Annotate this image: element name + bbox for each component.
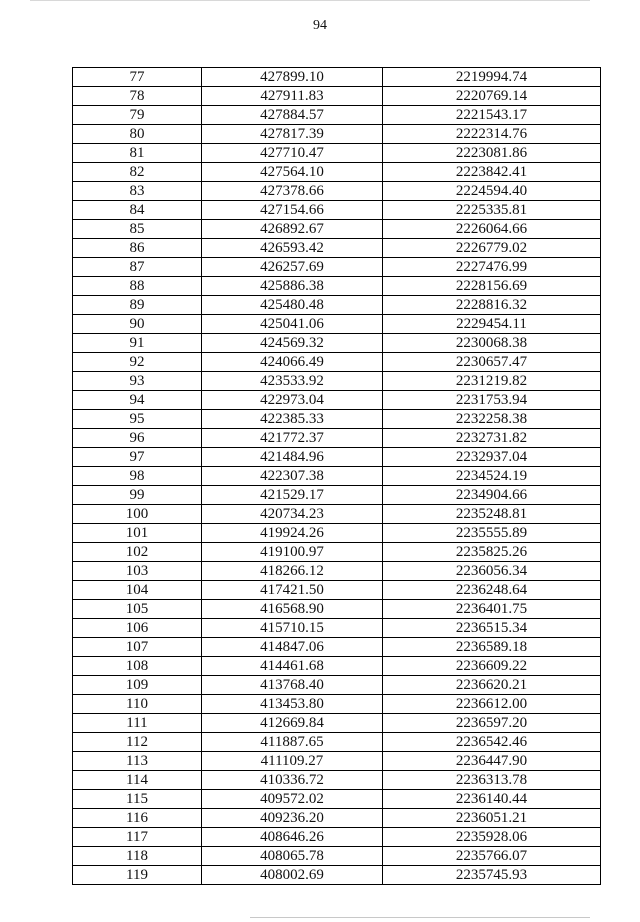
y-coordinate-cell: 2236612.00 xyxy=(383,695,601,714)
x-coordinate-cell: 425041.06 xyxy=(202,315,383,334)
point-number-cell: 82 xyxy=(73,163,202,182)
y-coordinate-cell: 2235555.89 xyxy=(383,524,601,543)
table-row xyxy=(73,505,601,524)
x-coordinate-cell: 419924.26 xyxy=(202,524,383,543)
point-number-cell: 99 xyxy=(73,486,202,505)
x-coordinate-cell: 426892.67 xyxy=(202,220,383,239)
table-row xyxy=(73,201,601,220)
table-row xyxy=(73,334,601,353)
x-coordinate-cell: 408646.26 xyxy=(202,828,383,847)
y-coordinate-cell: 2236056.34 xyxy=(383,562,601,581)
x-coordinate-cell: 427710.47 xyxy=(202,144,383,163)
x-coordinate-cell: 409236.20 xyxy=(202,809,383,828)
table-row xyxy=(73,296,601,315)
y-coordinate-cell: 2236051.21 xyxy=(383,809,601,828)
point-number-cell: 96 xyxy=(73,429,202,448)
table-row xyxy=(73,467,601,486)
point-number-cell: 88 xyxy=(73,277,202,296)
table-row xyxy=(73,315,601,334)
table-row xyxy=(73,87,601,106)
point-number-cell: 106 xyxy=(73,619,202,638)
x-coordinate-cell: 427378.66 xyxy=(202,182,383,201)
point-number-cell: 92 xyxy=(73,353,202,372)
point-number-cell: 90 xyxy=(73,315,202,334)
table-row xyxy=(73,543,601,562)
y-coordinate-cell: 2235745.93 xyxy=(383,866,601,885)
y-coordinate-cell: 2228156.69 xyxy=(383,277,601,296)
table-row xyxy=(73,448,601,467)
table-row xyxy=(73,125,601,144)
point-number-cell: 118 xyxy=(73,847,202,866)
x-coordinate-cell: 412669.84 xyxy=(202,714,383,733)
table-row xyxy=(73,163,601,182)
table-row xyxy=(73,353,601,372)
table-row xyxy=(73,600,601,619)
table-row xyxy=(73,581,601,600)
x-coordinate-cell: 414461.68 xyxy=(202,657,383,676)
point-number-cell: 86 xyxy=(73,239,202,258)
point-number-cell: 116 xyxy=(73,809,202,828)
y-coordinate-cell: 2235928.06 xyxy=(383,828,601,847)
table-row xyxy=(73,144,601,163)
table-row xyxy=(73,106,601,125)
table-row xyxy=(73,866,601,885)
point-number-cell: 101 xyxy=(73,524,202,543)
table-row xyxy=(73,562,601,581)
point-number-cell: 102 xyxy=(73,543,202,562)
point-number-cell: 95 xyxy=(73,410,202,429)
x-coordinate-cell: 419100.97 xyxy=(202,543,383,562)
y-coordinate-cell: 2219994.74 xyxy=(383,68,601,87)
point-number-cell: 111 xyxy=(73,714,202,733)
y-coordinate-cell: 2231219.82 xyxy=(383,372,601,391)
x-coordinate-cell: 409572.02 xyxy=(202,790,383,809)
y-coordinate-cell: 2224594.40 xyxy=(383,182,601,201)
y-coordinate-cell: 2226779.02 xyxy=(383,239,601,258)
y-coordinate-cell: 2234524.19 xyxy=(383,467,601,486)
scan-edge-bottom xyxy=(250,917,590,918)
point-number-cell: 81 xyxy=(73,144,202,163)
x-coordinate-cell: 415710.15 xyxy=(202,619,383,638)
y-coordinate-cell: 2231753.94 xyxy=(383,391,601,410)
y-coordinate-cell: 2232258.38 xyxy=(383,410,601,429)
point-number-cell: 110 xyxy=(73,695,202,714)
table-row xyxy=(73,752,601,771)
y-coordinate-cell: 2227476.99 xyxy=(383,258,601,277)
point-number-cell: 98 xyxy=(73,467,202,486)
y-coordinate-cell: 2220769.14 xyxy=(383,87,601,106)
table-row xyxy=(73,410,601,429)
x-coordinate-cell: 426257.69 xyxy=(202,258,383,277)
y-coordinate-cell: 2236542.46 xyxy=(383,733,601,752)
point-number-cell: 117 xyxy=(73,828,202,847)
y-coordinate-cell: 2222314.76 xyxy=(383,125,601,144)
x-coordinate-cell: 426593.42 xyxy=(202,239,383,258)
table-row xyxy=(73,714,601,733)
y-coordinate-cell: 2223842.41 xyxy=(383,163,601,182)
y-coordinate-cell: 2234904.66 xyxy=(383,486,601,505)
table-row xyxy=(73,220,601,239)
point-number-cell: 83 xyxy=(73,182,202,201)
y-coordinate-cell: 2232731.82 xyxy=(383,429,601,448)
point-number-cell: 113 xyxy=(73,752,202,771)
x-coordinate-cell: 421772.37 xyxy=(202,429,383,448)
point-number-cell: 94 xyxy=(73,391,202,410)
point-number-cell: 114 xyxy=(73,771,202,790)
x-coordinate-cell: 427899.10 xyxy=(202,68,383,87)
point-number-cell: 109 xyxy=(73,676,202,695)
point-number-cell: 108 xyxy=(73,657,202,676)
x-coordinate-cell: 422385.33 xyxy=(202,410,383,429)
point-number-cell: 91 xyxy=(73,334,202,353)
table-row xyxy=(73,733,601,752)
y-coordinate-cell: 2236401.75 xyxy=(383,600,601,619)
y-coordinate-cell: 2229454.11 xyxy=(383,315,601,334)
point-number-cell: 107 xyxy=(73,638,202,657)
x-coordinate-cell: 424569.32 xyxy=(202,334,383,353)
table-row xyxy=(73,429,601,448)
x-coordinate-cell: 421529.17 xyxy=(202,486,383,505)
x-coordinate-cell: 413768.40 xyxy=(202,676,383,695)
x-coordinate-cell: 411887.65 xyxy=(202,733,383,752)
x-coordinate-cell: 423533.92 xyxy=(202,372,383,391)
x-coordinate-cell: 421484.96 xyxy=(202,448,383,467)
x-coordinate-cell: 425480.48 xyxy=(202,296,383,315)
scan-edge-top xyxy=(30,0,590,1)
y-coordinate-cell: 2235248.81 xyxy=(383,505,601,524)
y-coordinate-cell: 2230657.47 xyxy=(383,353,601,372)
y-coordinate-cell: 2226064.66 xyxy=(383,220,601,239)
table-row xyxy=(73,277,601,296)
point-number-cell: 100 xyxy=(73,505,202,524)
point-number-cell: 93 xyxy=(73,372,202,391)
x-coordinate-cell: 422307.38 xyxy=(202,467,383,486)
y-coordinate-cell: 2236597.20 xyxy=(383,714,601,733)
point-number-cell: 84 xyxy=(73,201,202,220)
table-row xyxy=(73,828,601,847)
x-coordinate-cell: 408002.69 xyxy=(202,866,383,885)
table-row xyxy=(73,676,601,695)
table-row xyxy=(73,182,601,201)
point-number-cell: 79 xyxy=(73,106,202,125)
y-coordinate-cell: 2225335.81 xyxy=(383,201,601,220)
y-coordinate-cell: 2236515.34 xyxy=(383,619,601,638)
table-row xyxy=(73,524,601,543)
y-coordinate-cell: 2236447.90 xyxy=(383,752,601,771)
x-coordinate-cell: 420734.23 xyxy=(202,505,383,524)
x-coordinate-cell: 425886.38 xyxy=(202,277,383,296)
y-coordinate-cell: 2236140.44 xyxy=(383,790,601,809)
coordinates-table-body xyxy=(73,68,601,885)
point-number-cell: 115 xyxy=(73,790,202,809)
y-coordinate-cell: 2230068.38 xyxy=(383,334,601,353)
table-row xyxy=(73,695,601,714)
x-coordinate-cell: 410336.72 xyxy=(202,771,383,790)
table-row xyxy=(73,372,601,391)
x-coordinate-cell: 427884.57 xyxy=(202,106,383,125)
y-coordinate-cell: 2236609.22 xyxy=(383,657,601,676)
table-row xyxy=(73,619,601,638)
x-coordinate-cell: 408065.78 xyxy=(202,847,383,866)
table-row xyxy=(73,391,601,410)
y-coordinate-cell: 2221543.17 xyxy=(383,106,601,125)
point-number-cell: 85 xyxy=(73,220,202,239)
y-coordinate-cell: 2228816.32 xyxy=(383,296,601,315)
page-number: 94 xyxy=(313,18,327,33)
y-coordinate-cell: 2236313.78 xyxy=(383,771,601,790)
x-coordinate-cell: 427817.39 xyxy=(202,125,383,144)
x-coordinate-cell: 427911.83 xyxy=(202,87,383,106)
table-row xyxy=(73,847,601,866)
point-number-cell: 119 xyxy=(73,866,202,885)
x-coordinate-cell: 411109.27 xyxy=(202,752,383,771)
point-number-cell: 112 xyxy=(73,733,202,752)
y-coordinate-cell: 2236620.21 xyxy=(383,676,601,695)
point-number-cell: 103 xyxy=(73,562,202,581)
table-row xyxy=(73,771,601,790)
table-row xyxy=(73,638,601,657)
table-row xyxy=(73,790,601,809)
y-coordinate-cell: 2236589.18 xyxy=(383,638,601,657)
x-coordinate-cell: 417421.50 xyxy=(202,581,383,600)
table-row xyxy=(73,657,601,676)
point-number-cell: 80 xyxy=(73,125,202,144)
table-row xyxy=(73,809,601,828)
x-coordinate-cell: 414847.06 xyxy=(202,638,383,657)
point-number-cell: 104 xyxy=(73,581,202,600)
y-coordinate-cell: 2235766.07 xyxy=(383,847,601,866)
point-number-cell: 89 xyxy=(73,296,202,315)
x-coordinate-cell: 422973.04 xyxy=(202,391,383,410)
coordinates-table xyxy=(72,67,601,885)
point-number-cell: 77 xyxy=(73,68,202,87)
x-coordinate-cell: 418266.12 xyxy=(202,562,383,581)
point-number-cell: 87 xyxy=(73,258,202,277)
point-number-cell: 105 xyxy=(73,600,202,619)
table-row xyxy=(73,486,601,505)
y-coordinate-cell: 2236248.64 xyxy=(383,581,601,600)
point-number-cell: 97 xyxy=(73,448,202,467)
x-coordinate-cell: 413453.80 xyxy=(202,695,383,714)
table-row xyxy=(73,258,601,277)
point-number-cell: 78 xyxy=(73,87,202,106)
y-coordinate-cell: 2235825.26 xyxy=(383,543,601,562)
y-coordinate-cell: 2223081.86 xyxy=(383,144,601,163)
y-coordinate-cell: 2232937.04 xyxy=(383,448,601,467)
x-coordinate-cell: 416568.90 xyxy=(202,600,383,619)
table-row xyxy=(73,68,601,87)
x-coordinate-cell: 427154.66 xyxy=(202,201,383,220)
x-coordinate-cell: 427564.10 xyxy=(202,163,383,182)
x-coordinate-cell: 424066.49 xyxy=(202,353,383,372)
table-row xyxy=(73,239,601,258)
